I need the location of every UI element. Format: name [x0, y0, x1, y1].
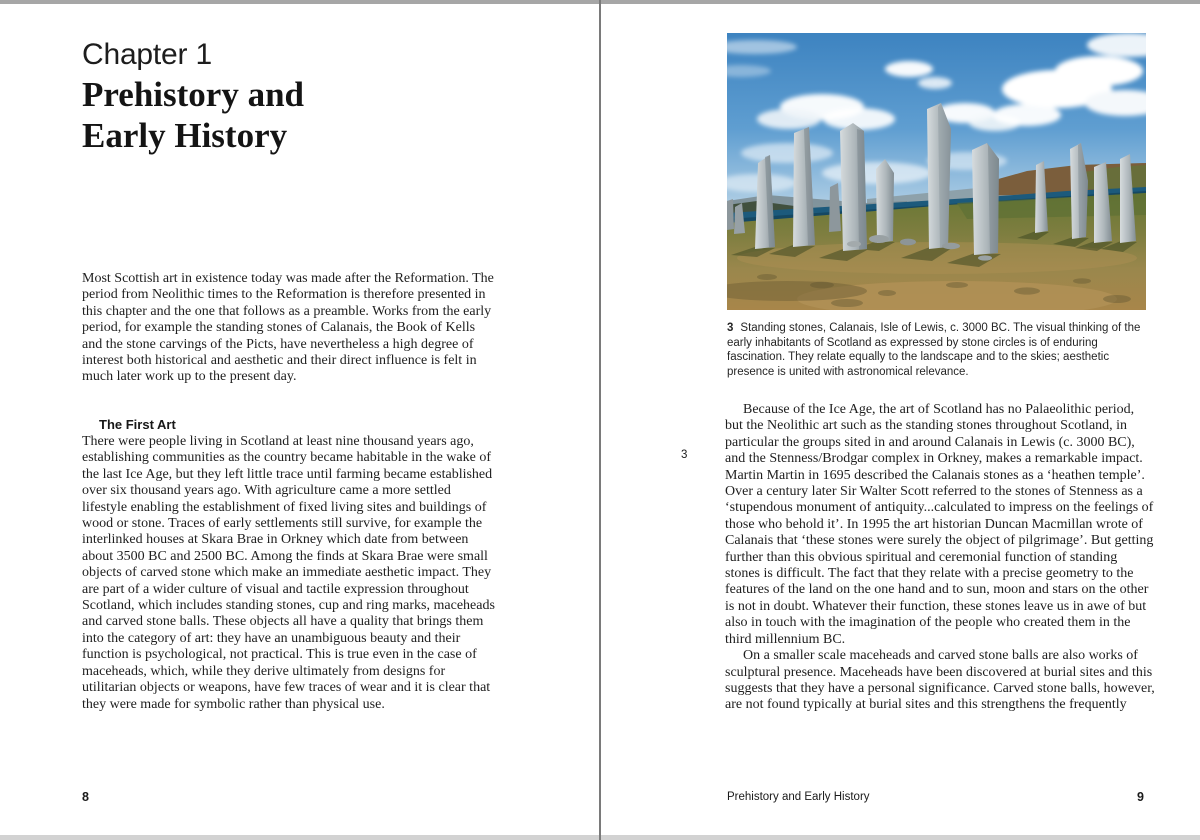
figure-caption-text: Standing stones, Calanais, Isle of Lewis, c. 3000 BC. The visual thinking of the early inhabitants of Scotland as expressed by stone circles is of enduring fascination. They relate equally to the landscape and to the skies; aesthetic presence is united with astronomical relevance. — [727, 322, 1141, 378]
figure-caption-number: 3 — [727, 322, 734, 334]
page-number-left: 8 — [82, 790, 89, 804]
figure-margin-reference: 3 — [681, 449, 688, 461]
body-paragraph: Because of the Ice Age, the art of Scotland has no Palaeolithic period, but the Neolithic art such as the standing stones throughout Scotland, in particular the groups sited in and around Calanais in Lewis (c. 3000 BC), and the Stenness/Brodgar complex in Orkney, makes a remarkable impact. Martin Martin in 1695 described the Calanais stones as a ‘heathen temple’. Over a century later Sir Walter Scott referred to the stones of Stenness as a ‘stupendous monument of antiquity...calculated to impress on the feelings of those who behold it’. In 1995 the art historian Duncan Macmillan wrote of Calanais that ‘these stones were surely the object of pilgrimage’. But getting further than this obvious spiritual and ceremonial function of standing stones is difficult. The fact that they relate with a precise geometry to the features of the land on the one hand and to sun, moon and stars on the other is not in doubt. Whatever their function, these stones leave us in awe of but also in touch with the imagination of the people who created them in the third millennium BC. — [725, 402, 1154, 647]
chapter-title-line-2: Early History — [82, 116, 288, 155]
spine-gutter-line — [599, 0, 601, 840]
running-footer-title: Prehistory and Early History — [727, 791, 870, 803]
chapter-title-line-1: Prehistory and — [82, 75, 304, 114]
calanais-standing-stones-photo — [727, 33, 1146, 310]
section-paragraph: There were people living in Scotland at least nine thousand years ago, establishing communities as the country became habitable in the wake of the last Ice Age, but they left little trace until farming became established over six thousand years ago. With agriculture came a more settled lifestyle enabling the establishment of fixed living sites and buildings of wood or stone. Traces of early settlements still survive, for example the interlinked houses at Skara Brae in Orkney which date from between about 3500 BC and 2500 BC. Among the finds at Skara Brae were small objects of carved stone which make an immediate aesthetic impact. They are part of a wider culture of visual and tactile expression throughout Scotland, which includes standing stones, cup and ring marks, maceheads and carved stone balls. These objects all have a quality that brings them into the category of art: they have an unambiguous beauty and their function is psychological, not practical. This is true even in the case of maceheads, which, while they derive ultimately from designs for utilitarian objects or weapons, have few traces of wear and it is clear that they were made for symbolic rather than physical use. — [82, 434, 495, 712]
figure-caption — [727, 321, 1148, 379]
chapter-label: Chapter 1 — [82, 38, 212, 71]
section-heading: The First Art — [99, 417, 176, 432]
intro-paragraph: Most Scottish art in existence today was made after the Reformation. The period from Neolithic times to the Reformation is therefore presented in this chapter and the one that follows as a preamble. Works from the early period, for example the standing stones of Calanais, the Book of Kells and the stone carvings of the Picts, have nevertheless a high degree of interest both historical and aesthetic and their direct influence is felt in much later work up to the present day. — [82, 271, 494, 385]
body-paragraph: On a smaller scale maceheads and carved stone balls are also works of sculptural presence. Maceheads have been discovered at burial sites and this suggests that they have a personal significance. Carved stone balls, however, are not found typically at burial sites and this strengthens the frequently — [725, 648, 1155, 713]
chapter-title — [82, 74, 304, 156]
right-page-body — [725, 402, 1155, 714]
page-number-right: 9 — [1137, 790, 1144, 804]
